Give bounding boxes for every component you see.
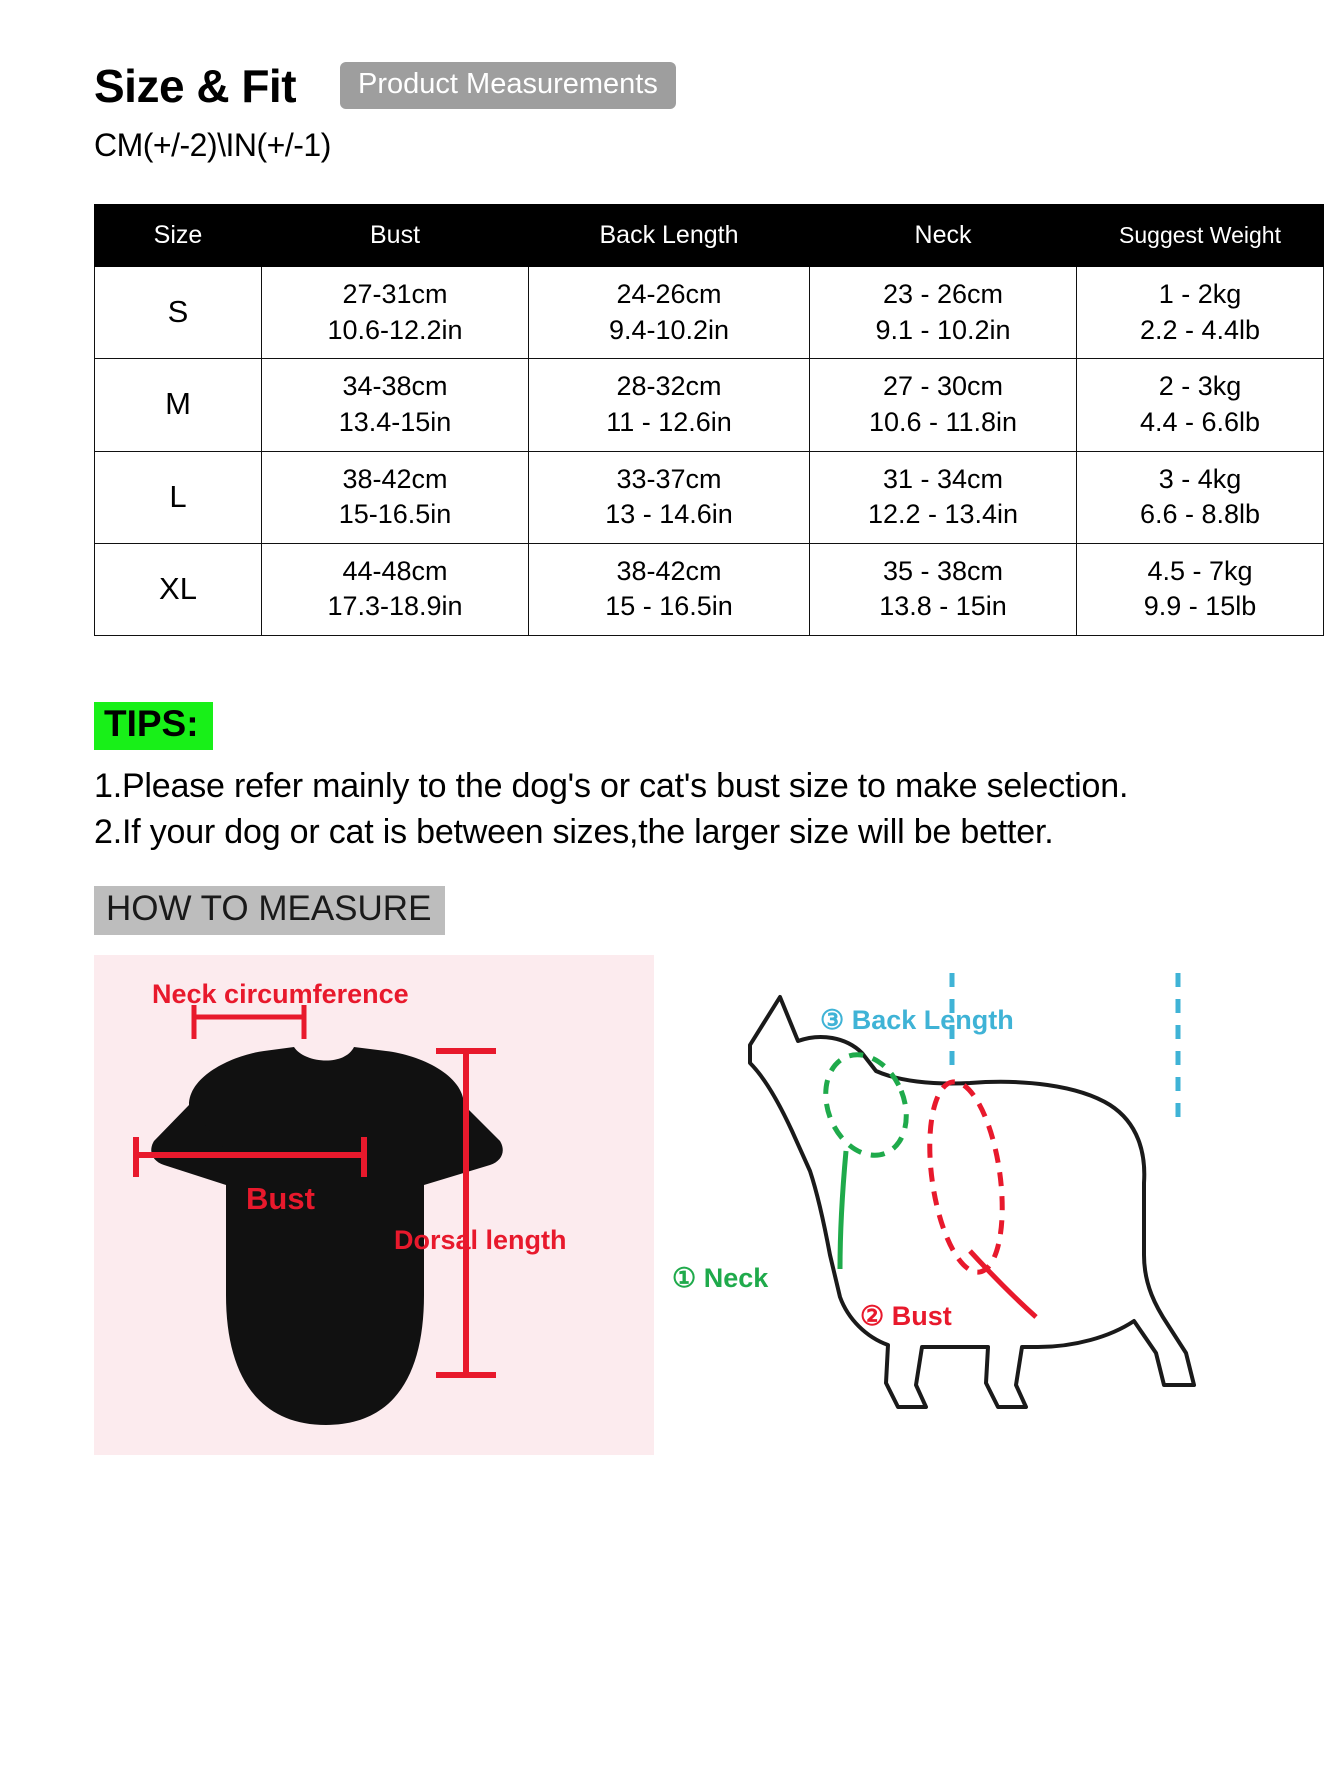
cell-bust — [262, 359, 529, 451]
cell-back-in: 11 - 12.6in — [606, 406, 732, 437]
header — [94, 0, 1246, 112]
cell-neck-in: 12.2 - 13.4in — [867, 499, 1019, 530]
cell-back-cm: 38-42cm — [616, 555, 722, 586]
page-title: Size & Fit — [94, 59, 297, 112]
cell-neck — [810, 451, 1077, 543]
cell-size: M — [95, 359, 262, 451]
cell-weight-kg: 2 - 3kg — [1158, 371, 1242, 402]
cell-bust — [262, 543, 529, 635]
table-body — [95, 267, 1324, 636]
cell-back-in: 9.4-10.2in — [608, 314, 730, 345]
cell-weight-lb: 4.4 - 6.6lb — [1139, 406, 1261, 437]
cell-weight — [1077, 451, 1324, 543]
neck-measure-line — [194, 1005, 304, 1039]
cell-weight — [1077, 543, 1324, 635]
cell-neck-cm: 35 - 38cm — [882, 555, 1004, 586]
table-header-row — [95, 205, 1324, 267]
how-to-measure-label: HOW TO MEASURE — [94, 886, 445, 936]
cell-bust-cm: 34-38cm — [342, 371, 448, 402]
cell-back-cm: 33-37cm — [616, 463, 722, 494]
dorsal-length-label: Dorsal length — [394, 1225, 567, 1256]
product-measurements-badge: Product Measurements — [340, 62, 676, 109]
cell-bust-cm: 27-31cm — [342, 279, 448, 309]
cell-bust-in: 15-16.5in — [338, 499, 452, 530]
size-table — [94, 204, 1324, 636]
cell-back-length — [529, 359, 810, 451]
cell-weight-kg: 3 - 4kg — [1158, 463, 1242, 494]
cell-back-length — [529, 451, 810, 543]
table-row — [95, 543, 1324, 635]
cell-back-cm: 28-32cm — [616, 371, 722, 402]
cell-weight-lb: 2.2 - 4.4lb — [1139, 314, 1261, 345]
garment-diagram — [94, 955, 654, 1455]
cell-weight — [1077, 267, 1324, 359]
cell-size: S — [95, 267, 262, 359]
cell-neck-cm: 23 - 26cm — [882, 279, 1004, 309]
cell-weight-lb: 9.9 - 15lb — [1143, 591, 1257, 622]
cell-neck-in: 10.6 - 11.8in — [868, 406, 1018, 437]
bust-label-left: Bust — [246, 1181, 315, 1217]
cell-neck-in: 9.1 - 10.2in — [875, 314, 1011, 345]
cell-bust-cm: 44-48cm — [342, 555, 448, 586]
cell-back-cm: 24-26cm — [616, 279, 722, 309]
cell-bust — [262, 451, 529, 543]
tips-label: TIPS: — [94, 702, 213, 750]
cell-bust-cm: 38-42cm — [342, 463, 448, 494]
tips-line-1: 1.Please refer mainly to the dog's or cat's bust size to make selection. — [94, 766, 1129, 805]
cell-neck — [810, 359, 1077, 451]
column-header-bust: Bust — [262, 205, 529, 267]
cell-bust-in: 17.3-18.9in — [327, 591, 463, 622]
cell-bust-in: 10.6-12.2in — [327, 314, 463, 345]
dog-outline — [750, 997, 1194, 1407]
cell-neck-in: 13.8 - 15in — [879, 591, 1007, 622]
table-row — [95, 359, 1324, 451]
back-length-label: ③ Back Length — [820, 1005, 1014, 1036]
tips-section — [94, 636, 1246, 856]
cell-neck — [810, 543, 1077, 635]
dog-diagram — [670, 955, 1250, 1455]
cell-weight — [1077, 359, 1324, 451]
garment-illustration — [94, 955, 654, 1455]
cell-weight-kg: 1 - 2kg — [1158, 279, 1242, 309]
cell-back-length — [529, 267, 810, 359]
column-header-suggest-weight: Suggest Weight — [1077, 205, 1324, 267]
tips-line-2: 2.If your dog or cat is between sizes,the larger size will be better. — [94, 812, 1054, 851]
how-to-measure-diagrams — [94, 955, 1246, 1455]
unit-tolerance-note: CM(+/-2)\IN(+/-1) — [94, 127, 331, 163]
table-row — [95, 451, 1324, 543]
bust-label-right: ② Bust — [860, 1301, 952, 1332]
cell-back-in: 13 - 14.6in — [605, 499, 733, 530]
cell-back-length — [529, 543, 810, 635]
table-header — [95, 205, 1324, 267]
cell-neck-cm: 31 - 34cm — [882, 463, 1004, 494]
cell-weight-lb: 6.6 - 8.8lb — [1139, 499, 1261, 530]
table-row — [95, 267, 1324, 359]
neck-label-right: ① Neck — [672, 1263, 769, 1294]
cell-size: XL — [95, 543, 262, 635]
cell-neck-cm: 27 - 30cm — [882, 371, 1004, 402]
cell-size: L — [95, 451, 262, 543]
cell-bust-in: 13.4-15in — [338, 406, 452, 437]
cell-weight-kg: 4.5 - 7kg — [1147, 555, 1253, 586]
cell-back-in: 15 - 16.5in — [605, 591, 733, 622]
column-header-back-length: Back Length — [529, 205, 810, 267]
neck-circumference-label: Neck circumference — [152, 979, 409, 1010]
tips-body — [94, 764, 1246, 856]
column-header-size: Size — [95, 205, 262, 267]
cell-neck — [810, 267, 1077, 359]
column-header-neck: Neck — [810, 205, 1077, 267]
cell-bust — [262, 267, 529, 359]
